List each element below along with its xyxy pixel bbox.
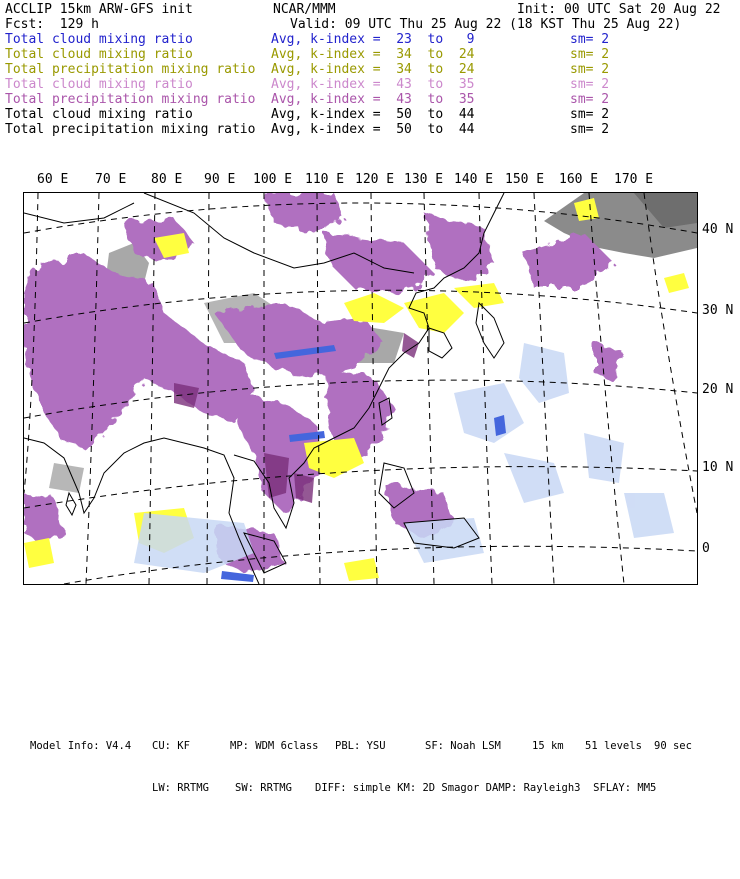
header [5,2,737,137]
surface-scheme: SF: Noah LSM [425,740,501,752]
lon-label: 160 E [559,172,599,187]
field-smoothing: sm= 2 [570,77,610,92]
init-time: Init: 00 UTC Sat 20 Aug 22 [517,2,721,17]
field-smoothing: sm= 2 [570,47,610,62]
forecast-hour: Fcst: 129 h [5,17,99,32]
field-level-range: Avg, k-index = 43 to 35 [271,92,475,107]
cumulus-scheme: CU: KF [152,740,190,752]
field-name: Total precipitation mixing ratio [5,122,256,137]
grid-spacing: 15 km [532,740,564,752]
lon-label: 130 E [404,172,444,187]
lon-label: 60 E [37,172,69,187]
lon-label: 150 E [505,172,545,187]
lon-label: 90 E [204,172,236,187]
field-level-range: Avg, k-index = 43 to 35 [271,77,475,92]
time-step: 90 sec [654,740,692,752]
field-smoothing: sm= 2 [570,62,610,77]
field-row [5,32,737,47]
lon-label: 70 E [95,172,127,187]
lat-label: 30 N [702,303,734,318]
field-row [5,77,737,92]
field-level-range: Avg, k-index = 50 to 44 [271,122,475,137]
valid-time: Valid: 09 UTC Thu 25 Aug 22 (18 KST Thu 25 Aug 22) [290,17,682,32]
plot-title: ACCLIP 15km ARW-GFS init [5,2,193,17]
field-name: Total cloud mixing ratio [5,107,193,122]
field-name: Total precipitation mixing ratio [5,92,256,107]
field-name: Total cloud mixing ratio [5,47,193,62]
field-row [5,122,737,137]
lat-label: 20 N [702,382,734,397]
field-name: Total precipitation mixing ratio [5,62,256,77]
pbl-scheme: PBL: YSU [335,740,386,752]
lon-label: 100 E [253,172,293,187]
field-level-range: Avg, k-index = 34 to 24 [271,62,475,77]
field-row [5,47,737,62]
field-name: Total cloud mixing ratio [5,32,193,47]
longwave-scheme: LW: RRTMG [152,782,209,794]
lon-label: 80 E [151,172,183,187]
lat-label: 0 [702,541,710,556]
longitude-labels [0,172,740,188]
model-version: Model Info: V4.4 [30,740,132,752]
field-level-range: Avg, k-index = 50 to 44 [271,107,475,122]
lon-label: 140 E [454,172,494,187]
field-row [5,107,737,122]
field-smoothing: sm= 2 [570,122,610,137]
field-row [5,92,737,107]
lon-label: 170 E [614,172,654,187]
field-smoothing: sm= 2 [570,32,610,47]
lon-label: 110 E [305,172,345,187]
diffusion-damping-info: DIFF: simple KM: 2D Smagor DAMP: Rayleigh3 SFLAY: MM5 [315,782,657,794]
field-row [5,62,737,77]
field-smoothing: sm= 2 [570,107,610,122]
microphysics-scheme: MP: WDM 6class [230,740,319,752]
lon-label: 120 E [355,172,395,187]
center-label: NCAR/MMM [273,2,336,17]
field-name: Total cloud mixing ratio [5,77,193,92]
map-graphic [24,193,697,584]
shortwave-scheme: SW: RRTMG [235,782,292,794]
model-info-footer [30,711,740,809]
field-level-range: Avg, k-index = 23 to 9 [271,32,475,47]
lat-label: 40 N [702,222,734,237]
vertical-levels: 51 levels [585,740,642,752]
lat-label: 10 N [702,460,734,475]
map-panel [23,192,698,585]
field-smoothing: sm= 2 [570,92,610,107]
field-level-range: Avg, k-index = 34 to 24 [271,47,475,62]
